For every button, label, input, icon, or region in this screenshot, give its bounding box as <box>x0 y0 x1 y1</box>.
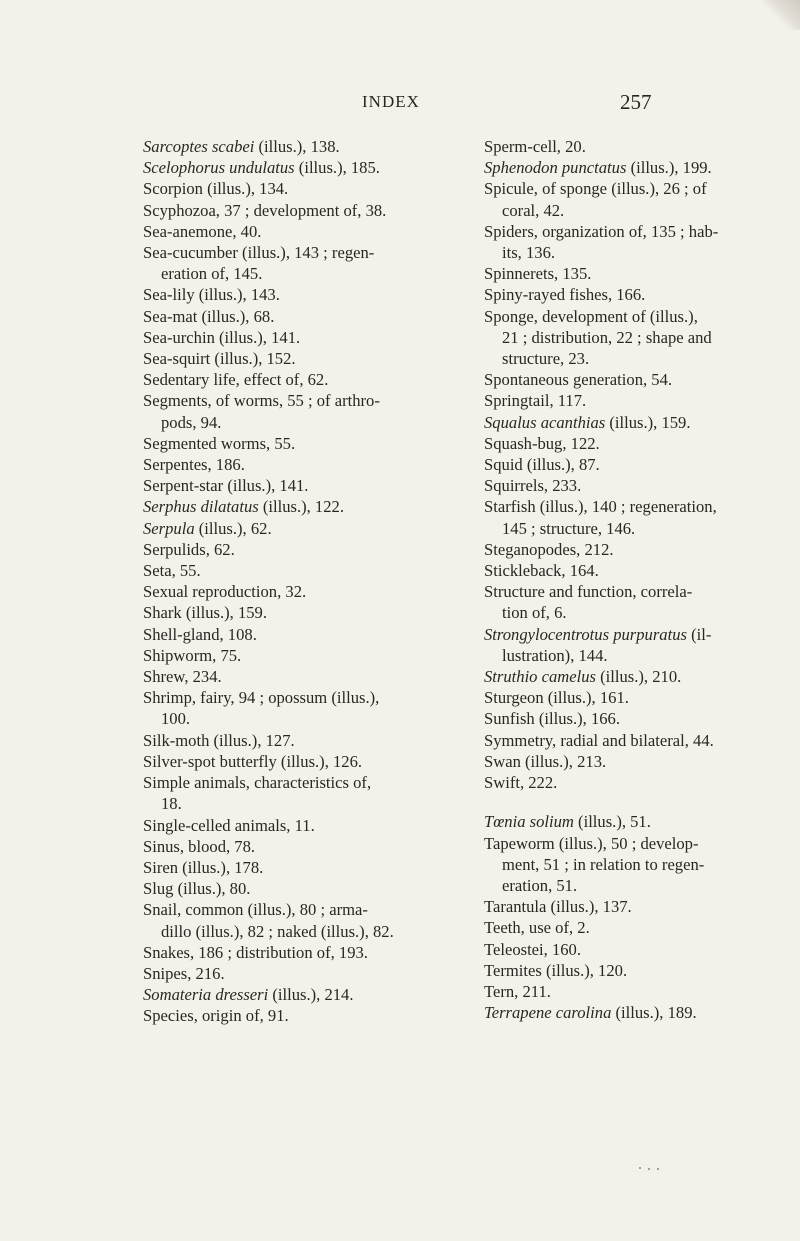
section-gap <box>484 793 800 811</box>
entry-text: (il- <box>686 624 712 644</box>
entry-continuation: 21 ; distribution, 22 ; shape and <box>502 327 712 347</box>
index-entry <box>484 263 800 284</box>
index-entry <box>484 284 800 305</box>
entry-text: Tapeworm (illus.), 50 ; develop- <box>484 833 699 853</box>
index-entry <box>484 221 800 263</box>
entry-text: Sea-urchin (illus.), 141. <box>143 327 301 347</box>
entry-text: Sea-cucumber (illus.), 143 ; regen- <box>143 243 375 263</box>
entry-text: Sturgeon (illus.), 161. <box>484 688 629 708</box>
entry-text: Termites (illus.), 120. <box>484 960 628 980</box>
entry-continuation: tion of, 6. <box>502 603 567 623</box>
index-entry <box>484 896 800 917</box>
index-entry <box>484 939 800 960</box>
entry-continuation: ment, 51 ; in relation to regen- <box>502 854 705 874</box>
index-entry <box>484 475 800 496</box>
entry-term-italic: Struthio camelus <box>484 667 596 687</box>
index-column-left <box>143 136 475 1027</box>
index-entry <box>143 496 475 517</box>
entry-text: Silk-moth (illus.), 127. <box>143 730 295 750</box>
entry-text: Steganopodes, 212. <box>484 539 614 559</box>
index-entry <box>484 960 800 981</box>
entry-text: Species, origin of, 91. <box>143 1006 289 1026</box>
entry-text: Swan (illus.), 213. <box>484 751 607 771</box>
entry-continuation: eration of, 145. <box>161 264 263 284</box>
index-entry <box>484 772 800 793</box>
index-entry <box>484 1002 800 1023</box>
entry-text: Sexual reproduction, 32. <box>143 582 307 602</box>
index-entry <box>143 942 475 963</box>
index-entry <box>143 390 475 432</box>
entry-text: (illus.), 138. <box>254 137 340 156</box>
entry-text: Simple animals, characteristics of, <box>143 773 372 793</box>
index-entry <box>143 157 475 178</box>
entry-text: Tern, 211. <box>484 981 551 1001</box>
index-entry <box>143 539 475 560</box>
entry-text: Serpulids, 62. <box>143 539 235 559</box>
index-entry <box>143 815 475 836</box>
entry-text: Symmetry, radial and bilateral, 44. <box>484 730 714 750</box>
index-entry <box>143 242 475 284</box>
index-entry <box>143 878 475 899</box>
entry-term-italic: Strongylocentrotus purpuratus <box>484 624 687 644</box>
entry-continuation: 100. <box>161 709 191 729</box>
index-entry <box>484 390 800 411</box>
index-entry <box>143 454 475 475</box>
entry-text: Sea-squirt (illus.), 152. <box>143 349 296 369</box>
page-corner-fold <box>760 0 800 30</box>
index-entry <box>143 433 475 454</box>
index-entry <box>143 221 475 242</box>
entry-text: Spiny-rayed fishes, 166. <box>484 285 646 305</box>
index-entry <box>143 836 475 857</box>
entry-text: Serpent-star (illus.), 141. <box>143 476 309 496</box>
index-entry <box>484 496 800 538</box>
index-entry <box>143 730 475 751</box>
index-entry <box>484 178 800 220</box>
entry-text: (illus.), 210. <box>596 667 682 687</box>
index-entry <box>484 811 800 832</box>
entry-text: Shrew, 234. <box>143 667 222 687</box>
entry-text: Sunfish (illus.), 166. <box>484 709 620 729</box>
entry-text: (illus.), 214. <box>268 985 354 1005</box>
entry-text: Silver-spot butterfly (illus.), 126. <box>143 751 363 771</box>
index-entry <box>484 708 800 729</box>
entry-text: Siren (illus.), 178. <box>143 857 264 877</box>
entry-continuation: its, 136. <box>502 243 556 263</box>
index-entry <box>484 917 800 938</box>
index-entry <box>484 539 800 560</box>
entry-text: Spiders, organization of, 135 ; hab- <box>484 221 719 241</box>
index-entry <box>484 306 800 370</box>
entry-continuation: 18. <box>161 794 182 814</box>
index-entry <box>143 857 475 878</box>
index-entry <box>484 981 800 1002</box>
entry-continuation: dillo (illus.), 82 ; naked (illus.), 82. <box>161 921 394 941</box>
entry-text: (illus.), 189. <box>611 1003 697 1023</box>
page-header <box>0 92 800 116</box>
index-entry <box>484 454 800 475</box>
index-entry <box>143 178 475 199</box>
index-entry <box>484 136 800 157</box>
index-entry <box>143 751 475 772</box>
entry-text: Serpentes, 186. <box>143 455 245 475</box>
index-entry <box>143 136 475 157</box>
entry-text: Sperm-cell, 20. <box>484 137 586 156</box>
entry-text: Teleostei, 160. <box>484 939 581 959</box>
entry-text: Single-celled animals, 11. <box>143 815 315 835</box>
index-entry <box>143 518 475 539</box>
entry-text: (illus.), 159. <box>605 412 691 432</box>
entry-text: Spicule, of sponge (illus.), 26 ; of <box>484 179 707 199</box>
entry-term-italic: Tœnia solium <box>484 812 574 832</box>
entry-text: Sponge, development of (illus.), <box>484 306 698 326</box>
index-entry <box>143 284 475 305</box>
entry-text: Snail, common (illus.), 80 ; arma- <box>143 900 368 920</box>
entry-continuation: 145 ; structure, 146. <box>502 518 636 538</box>
index-entry <box>484 833 800 897</box>
index-entry <box>484 751 800 772</box>
entry-text: (illus.), 122. <box>258 497 344 517</box>
entry-text: Springtail, 117. <box>484 391 587 411</box>
entry-continuation: pods, 94. <box>161 412 222 432</box>
entry-continuation: eration, 51. <box>502 875 578 895</box>
entry-text: Sinus, blood, 78. <box>143 836 256 856</box>
entry-text: (illus.), 51. <box>573 812 651 832</box>
entry-text: Slug (illus.), 80. <box>143 879 251 899</box>
entry-term-italic: Somateria dresseri <box>143 985 269 1005</box>
entry-text: Stickleback, 164. <box>484 561 599 581</box>
entry-text: Sea-anemone, 40. <box>143 221 262 241</box>
index-entry <box>484 666 800 687</box>
entry-continuation: structure, 23. <box>502 349 590 369</box>
index-entry <box>143 560 475 581</box>
entry-text: Shark (illus.), 159. <box>143 603 267 623</box>
index-entry <box>484 624 800 666</box>
entry-text: Teeth, use of, 2. <box>484 918 590 938</box>
page-title: INDEX <box>362 92 420 111</box>
index-entry <box>484 581 800 623</box>
index-entry <box>484 157 800 178</box>
index-entry <box>143 624 475 645</box>
entry-text: Shell-gland, 108. <box>143 624 257 644</box>
entry-text: Shipworm, 75. <box>143 645 242 665</box>
index-entry <box>143 666 475 687</box>
entry-text: Squid (illus.), 87. <box>484 455 600 475</box>
entry-continuation: lustration), 144. <box>502 645 608 665</box>
entry-term-italic: Serphus dilatatus <box>143 497 259 517</box>
index-entry <box>143 899 475 941</box>
print-speck <box>657 1168 659 1170</box>
index-entry <box>143 475 475 496</box>
entry-text: Tarantula (illus.), 137. <box>484 897 632 917</box>
entry-text: Sedentary life, effect of, 62. <box>143 370 329 390</box>
index-entry <box>143 327 475 348</box>
index-entry <box>143 1005 475 1026</box>
entry-text: Structure and function, correla- <box>484 582 693 602</box>
entry-text: Sea-mat (illus.), 68. <box>143 306 275 326</box>
index-entry <box>143 963 475 984</box>
entry-text: Spontaneous generation, 54. <box>484 370 673 390</box>
entry-text: Scorpion (illus.), 134. <box>143 179 289 199</box>
page-number: 257 <box>620 90 652 114</box>
index-column-right <box>484 136 800 1023</box>
entry-term-italic: Terrapene carolina <box>484 1003 612 1023</box>
index-entry <box>143 581 475 602</box>
print-speck <box>639 1167 641 1169</box>
entry-text: Squirrels, 233. <box>484 476 582 496</box>
index-entry <box>484 730 800 751</box>
index-entry <box>484 369 800 390</box>
entry-text: Seta, 55. <box>143 561 201 581</box>
entry-term-italic: Squalus acanthias <box>484 412 606 432</box>
index-entry <box>143 772 475 814</box>
print-speck <box>648 1168 650 1170</box>
entry-text: Starfish (illus.), 140 ; regeneration, <box>484 497 717 517</box>
entry-text: Sea-lily (illus.), 143. <box>143 285 280 305</box>
index-entry <box>143 369 475 390</box>
index-entry <box>484 412 800 433</box>
entry-text: (illus.), 185. <box>294 158 380 178</box>
entry-text: (illus.), 199. <box>626 158 712 178</box>
index-entry <box>143 645 475 666</box>
index-entry <box>143 602 475 623</box>
entry-continuation: coral, 42. <box>502 200 565 220</box>
entry-text: Segments, of worms, 55 ; of arthro- <box>143 391 380 411</box>
entry-text: Swift, 222. <box>484 773 558 793</box>
entry-term-italic: Serpula <box>143 518 195 538</box>
index-entry <box>143 348 475 369</box>
index-entry <box>484 687 800 708</box>
entry-text: Snipes, 216. <box>143 963 225 983</box>
entry-term-italic: Sarcoptes scabei <box>143 137 255 156</box>
entry-text: Segmented worms, 55. <box>143 433 296 453</box>
index-entry <box>484 433 800 454</box>
index-entry <box>143 200 475 221</box>
index-entry <box>484 560 800 581</box>
entry-text: Snakes, 186 ; distribution of, 193. <box>143 942 368 962</box>
entry-text: Squash-bug, 122. <box>484 433 600 453</box>
entry-term-italic: Scelophorus undulatus <box>143 158 295 178</box>
entry-text: (illus.), 62. <box>194 518 272 538</box>
entry-term-italic: Sphenodon punctatus <box>484 158 627 178</box>
entry-text: Scyphozoa, 37 ; development of, 38. <box>143 200 387 220</box>
index-entry <box>143 687 475 729</box>
index-entry <box>143 306 475 327</box>
entry-text: Shrimp, fairy, 94 ; opossum (illus.), <box>143 688 380 708</box>
entry-text: Spinnerets, 135. <box>484 264 592 284</box>
index-entry <box>143 984 475 1005</box>
